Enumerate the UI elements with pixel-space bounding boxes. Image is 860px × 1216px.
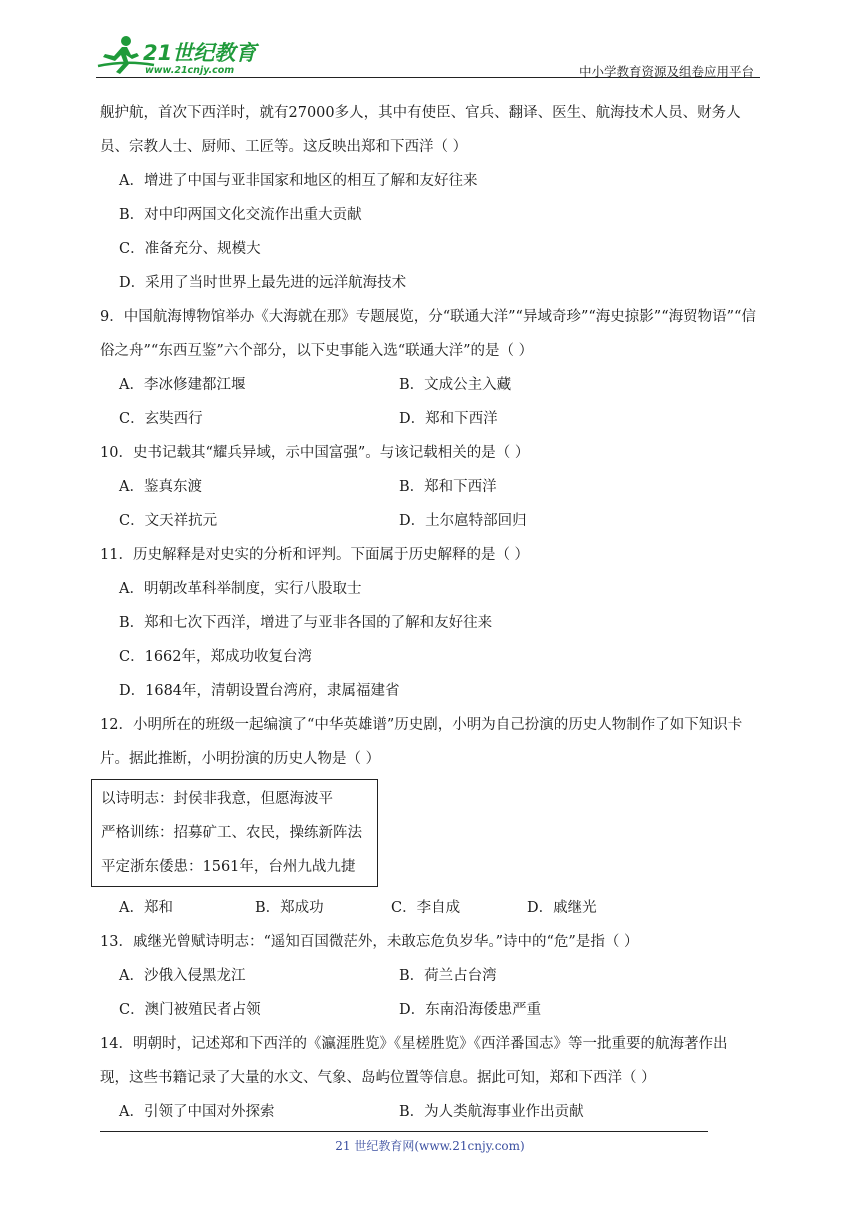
options-row — [100, 891, 765, 925]
options-row — [100, 1095, 765, 1129]
option-b: B．荷兰占台湾 — [399, 968, 497, 984]
option-d: D．1684年，清朝设置台湾府，隶属福建省 — [119, 683, 400, 699]
option-a: A．明朝改革科举制度，实行八股取士 — [119, 581, 362, 597]
question-14 — [100, 1027, 765, 1129]
option-d: D．采用了当时世界上最先进的远洋航海技术 — [119, 275, 407, 291]
question-text: 9．中国航海博物馆举办《大海就在那》专题展览，分“联通大洋”“异域奇珍”“海史掠影”“海贸物语”“信 — [100, 309, 756, 325]
knowledge-card — [91, 779, 378, 887]
header-divider — [96, 77, 760, 78]
option-a: A．鉴真东渡 — [119, 479, 202, 495]
question-text: 舰护航，首次下西洋时，就有27000多人，其中有使臣、官兵、翻译、医生、航海技术人员、财务人 — [100, 105, 741, 121]
option-c: C．1662年，郑成功收复台湾 — [119, 649, 312, 665]
option-a: A．沙俄入侵黑龙江 — [119, 968, 246, 984]
option-c: C．准备充分、规模大 — [119, 241, 261, 257]
options-row — [100, 470, 765, 504]
question-text: 俗之舟”“东西互鉴”六个部分，以下史事能入选“联通大洋”的是（ ） — [100, 343, 534, 359]
card-line: 以诗明志：封侯非我意，但愿海波平 — [101, 791, 333, 807]
option-d: D．土尔扈特部回归 — [399, 513, 527, 529]
question-text: 12．小明所在的班级一起编演了“中华英雄谱”历史剧，小明为自己扮演的历史人物制作了如下知识卡 — [100, 717, 743, 733]
platform-title: 中小学教育资源及组卷应用平台 — [578, 64, 754, 79]
option-b: B．郑和七次下西洋，增进了与亚非各国的了解和友好往来 — [119, 615, 493, 631]
option-b: B．对中印两国文化交流作出重大贡献 — [119, 207, 362, 223]
option-a: A．李冰修建都江堰 — [119, 377, 246, 393]
options-row — [100, 993, 765, 1027]
exam-content — [100, 96, 765, 1129]
option-d: D．东南沿海倭患严重 — [399, 1002, 542, 1018]
footer-link[interactable]: 21 世纪教育网(www.21cnjy.com) — [335, 1139, 525, 1153]
question-text: 13．戚继光曾赋诗明志：“遥知百国微茫外，未敢忘危负岁华。”诗中的“危”是指（ ） — [100, 934, 639, 950]
question-11 — [100, 538, 765, 708]
option-d: D．戚继光 — [527, 900, 597, 916]
question-text: 14．明朝时，记述郑和下西洋的《瀛涯胜览》《星槎胜览》《西洋番国志》等一批重要的航海著作出 — [100, 1036, 728, 1052]
option-b: B．文成公主入藏 — [399, 377, 512, 393]
question-text: 11．历史解释是对史实的分析和评判。下面属于历史解释的是（ ） — [100, 547, 530, 563]
question-text: 员、宗教人士、厨师、工匠等。这反映出郑和下西洋（ ） — [100, 139, 468, 155]
question-text: 片。据此推断，小明扮演的历史人物是（ ） — [100, 751, 381, 767]
options-row — [100, 368, 765, 402]
question-8-continued — [100, 96, 765, 300]
logo-text: 21世纪教育 — [143, 41, 257, 65]
options-row — [100, 504, 765, 538]
option-c: C．澳门被殖民者占领 — [119, 1002, 261, 1018]
question-text: 10．史书记载其“耀兵异域，示中国富强”。与该记载相关的是（ ） — [100, 445, 530, 461]
option-c: C．文天祥抗元 — [119, 513, 218, 529]
option-b: B．郑和下西洋 — [399, 479, 497, 495]
card-line: 严格训练：招募矿工、农民，操练新阵法 — [101, 825, 362, 841]
card-line: 平定浙东倭患：1561年，台州九战九捷 — [101, 859, 356, 875]
option-c: C．李自成 — [391, 900, 461, 916]
option-d: D．郑和下西洋 — [399, 411, 498, 427]
question-10 — [100, 436, 765, 538]
option-c: C．玄奘西行 — [119, 411, 203, 427]
option-a: A．增进了中国与亚非国家和地区的相互了解和友好往来 — [119, 173, 478, 189]
options-row — [100, 402, 765, 436]
question-9 — [100, 300, 765, 436]
question-text: 现，这些书籍记录了大量的水文、气象、岛屿位置等信息。据此可知，郑和下西洋（ ） — [100, 1070, 656, 1086]
question-13 — [100, 925, 765, 1027]
option-a: A．引领了中国对外探索 — [119, 1104, 275, 1120]
option-a: A．郑和 — [119, 900, 173, 916]
logo — [96, 34, 266, 76]
logo-url: www.21cnjy.com — [145, 65, 235, 76]
question-12 — [100, 708, 765, 925]
options-row — [100, 959, 765, 993]
option-b: B．郑成功 — [255, 900, 324, 916]
option-b: B．为人类航海事业作出贡献 — [399, 1104, 584, 1120]
footer-divider — [100, 1131, 708, 1132]
page-header — [96, 34, 760, 78]
